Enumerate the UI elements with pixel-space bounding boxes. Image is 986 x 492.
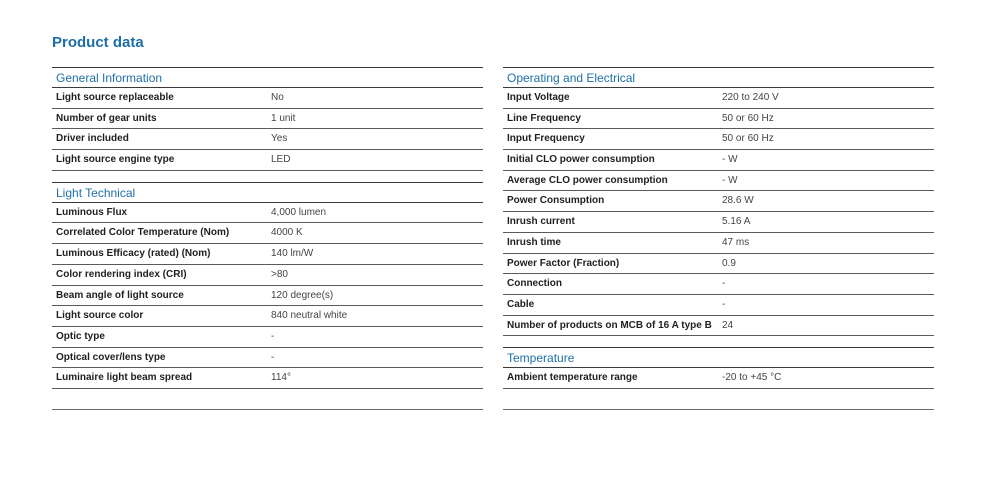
row-label: Luminous Efficacy (rated) (Nom) [56,248,211,260]
table-row [503,233,934,254]
row-label: Optical cover/lens type [56,351,166,363]
left-column [52,67,483,410]
row-value: 220 to 240 V [722,92,779,103]
table-row [52,244,483,265]
row-label: Light source color [56,310,144,322]
table-row [503,88,934,109]
row-value: - [271,330,275,342]
table-row [503,212,934,233]
table-row [52,368,483,389]
table-row [52,223,483,244]
section-light-technical: Light Technical [52,182,483,203]
row-label: Connection [507,278,562,290]
table-row [52,286,483,307]
row-label: Correlated Color Temperature (Nom) [56,227,230,239]
row-value: 0.9 [722,257,736,269]
row-label: Inrush current [507,216,575,228]
row-value: - W [722,174,738,186]
table-row [52,306,483,327]
row-value: - W [722,154,738,166]
row-value: 50 or 60 Hz [722,133,774,145]
row-label: Optic type [56,330,105,342]
row-label: Power Factor (Fraction) [507,257,620,269]
row-label: Luminaire light beam spread [56,372,193,384]
table-row [52,348,483,369]
table-row [503,316,934,337]
row-label: Light source replaceable [56,92,174,103]
table-row [52,150,483,171]
row-label: Input Voltage [507,92,570,103]
section-temperature: Temperature [503,347,934,368]
table-row [52,129,483,150]
row-value: 114° [271,372,291,384]
row-value: - [722,278,726,290]
row-value: 50 or 60 Hz [722,112,774,124]
row-label: Ambient temperature range [507,372,638,384]
table-row [52,203,483,224]
table-row [503,171,934,192]
section-operating-and-electrical: Operating and Electrical [503,67,934,88]
right-column [503,67,934,410]
row-label: Light source engine type [56,154,175,166]
row-value: LED [271,154,291,166]
table-row [503,109,934,130]
table-row [503,295,934,316]
table-row [503,191,934,212]
table-row [52,327,483,348]
row-value: 4,000 lumen [271,206,327,218]
row-value: >80 [271,268,288,280]
table-row [52,109,483,130]
row-label: Cable [507,298,535,310]
table-row [52,265,483,286]
row-value: -20 to +45 °C [722,372,782,384]
row-label: Driver included [56,133,129,145]
table-row [503,368,934,389]
row-label: Color rendering index (CRI) [56,268,187,280]
table-row [503,129,934,150]
row-value: 24 [722,319,734,331]
row-label: Number of products on MCB of 16 A type B [507,319,712,331]
row-value: 140 lm/W [271,248,314,260]
row-label: Inrush time [507,236,561,248]
end-divider [52,409,483,410]
table-row [503,254,934,275]
row-label: Line Frequency [507,112,581,124]
page-title: Product data [52,34,144,51]
row-value: 1 unit [271,112,296,124]
row-value: 47 ms [722,236,750,248]
section-general-information: General Information [52,67,483,88]
end-divider [503,409,934,410]
row-value: 840 neutral white [271,310,348,322]
row-value: 120 degree(s) [271,289,334,301]
row-label: Luminous Flux [56,206,128,218]
row-value: 4000 K [271,227,303,239]
row-value: - [271,351,275,363]
section-spacer [503,336,934,347]
table-row [503,274,934,295]
table-row [503,150,934,171]
section-spacer [52,171,483,182]
row-label: Average CLO power consumption [507,174,668,186]
row-label: Power Consumption [507,195,605,207]
row-value: Yes [271,133,288,145]
row-value: 5.16 A [722,216,751,228]
row-label: Initial CLO power consumption [507,154,655,166]
row-value: - [722,298,726,310]
row-label: Beam angle of light source [56,289,184,301]
table-row [52,88,483,109]
row-value: No [271,92,284,103]
row-label: Input Frequency [507,133,585,145]
row-label: Number of gear units [56,112,157,124]
row-value: 28.6 W [722,195,754,207]
